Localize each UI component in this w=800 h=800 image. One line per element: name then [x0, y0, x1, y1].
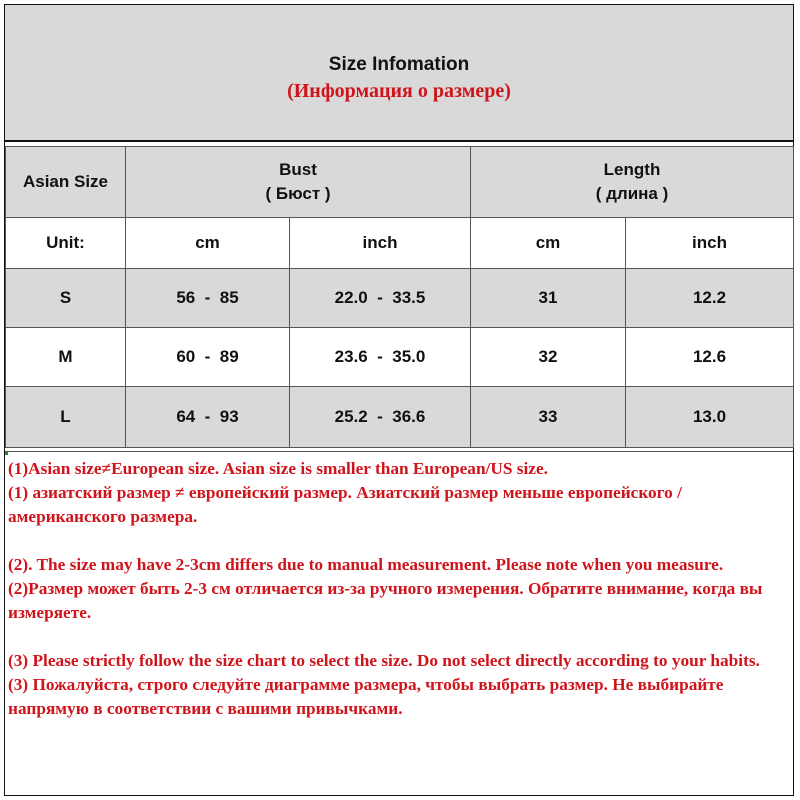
header-bust-ru: ( Бюст ) — [265, 184, 331, 203]
note-2-english: (2). The size may have 2-3cm differs due to manual measurement. Please note when you measure. — [8, 555, 724, 574]
title-english: Size Infomation — [328, 53, 470, 75]
length-inch: 12.2 — [626, 269, 794, 328]
table-row — [6, 387, 794, 448]
bust-cm: 64 - 93 — [126, 387, 290, 448]
header-length — [471, 147, 794, 218]
length-inch: 13.0 — [626, 387, 794, 448]
title-section — [5, 5, 793, 142]
header-bust — [126, 147, 471, 218]
header-length-ru: ( длина ) — [595, 184, 669, 203]
header-length-en: Length — [603, 160, 661, 179]
bust-cm: 56 - 85 — [126, 269, 290, 328]
unit-bust-inch: inch — [290, 218, 471, 269]
bust-inch: 25.2 - 36.6 — [290, 387, 471, 448]
table-row — [6, 269, 794, 328]
note-3-russian: (3) Пожалуйста, строго следуйте диаграмме размера, чтобы выбрать размер. Не выбирайте напрямую в соответствии с вашими привычками. — [8, 675, 724, 718]
bust-inch: 22.0 - 33.5 — [290, 269, 471, 328]
size-label: L — [6, 387, 126, 448]
title-russian: (Информация о размере) — [287, 79, 511, 102]
unit-length-inch: inch — [626, 218, 794, 269]
size-chart-frame — [4, 4, 794, 796]
size-label: S — [6, 269, 126, 328]
bust-cm: 60 - 89 — [126, 328, 290, 387]
note-spacer — [8, 625, 790, 649]
table-header-row — [6, 147, 794, 218]
size-table — [5, 146, 794, 448]
unit-row — [6, 218, 794, 269]
note-spacer — [8, 529, 790, 553]
length-cm: 33 — [471, 387, 626, 448]
length-cm: 31 — [471, 269, 626, 328]
length-cm: 32 — [471, 328, 626, 387]
header-bust-en: Bust — [279, 160, 317, 179]
note-2-russian: (2)Размер может быть 2-3 см отличается из-за ручного измерения. Обратите внимание, когда вы измеряете. — [8, 579, 763, 622]
unit-length-cm: cm — [471, 218, 626, 269]
bust-inch: 23.6 - 35.0 — [290, 328, 471, 387]
table-row — [6, 328, 794, 387]
unit-bust-cm: cm — [126, 218, 290, 269]
note-1-russian: (1) азиатский размер ≠ европейский размер. Азиатский размер меньше европейского / американского размера. — [8, 483, 682, 526]
notes-section — [5, 451, 793, 795]
header-asian-size: Asian Size — [6, 147, 126, 218]
note-3-english: (3) Please strictly follow the size chart to select the size. Do not select directly according to your habits. — [8, 651, 760, 670]
length-inch: 12.6 — [626, 328, 794, 387]
unit-label: Unit: — [6, 218, 126, 269]
note-1-english: (1)Asian size≠European size. Asian size is smaller than European/US size. — [8, 459, 548, 478]
size-label: M — [6, 328, 126, 387]
